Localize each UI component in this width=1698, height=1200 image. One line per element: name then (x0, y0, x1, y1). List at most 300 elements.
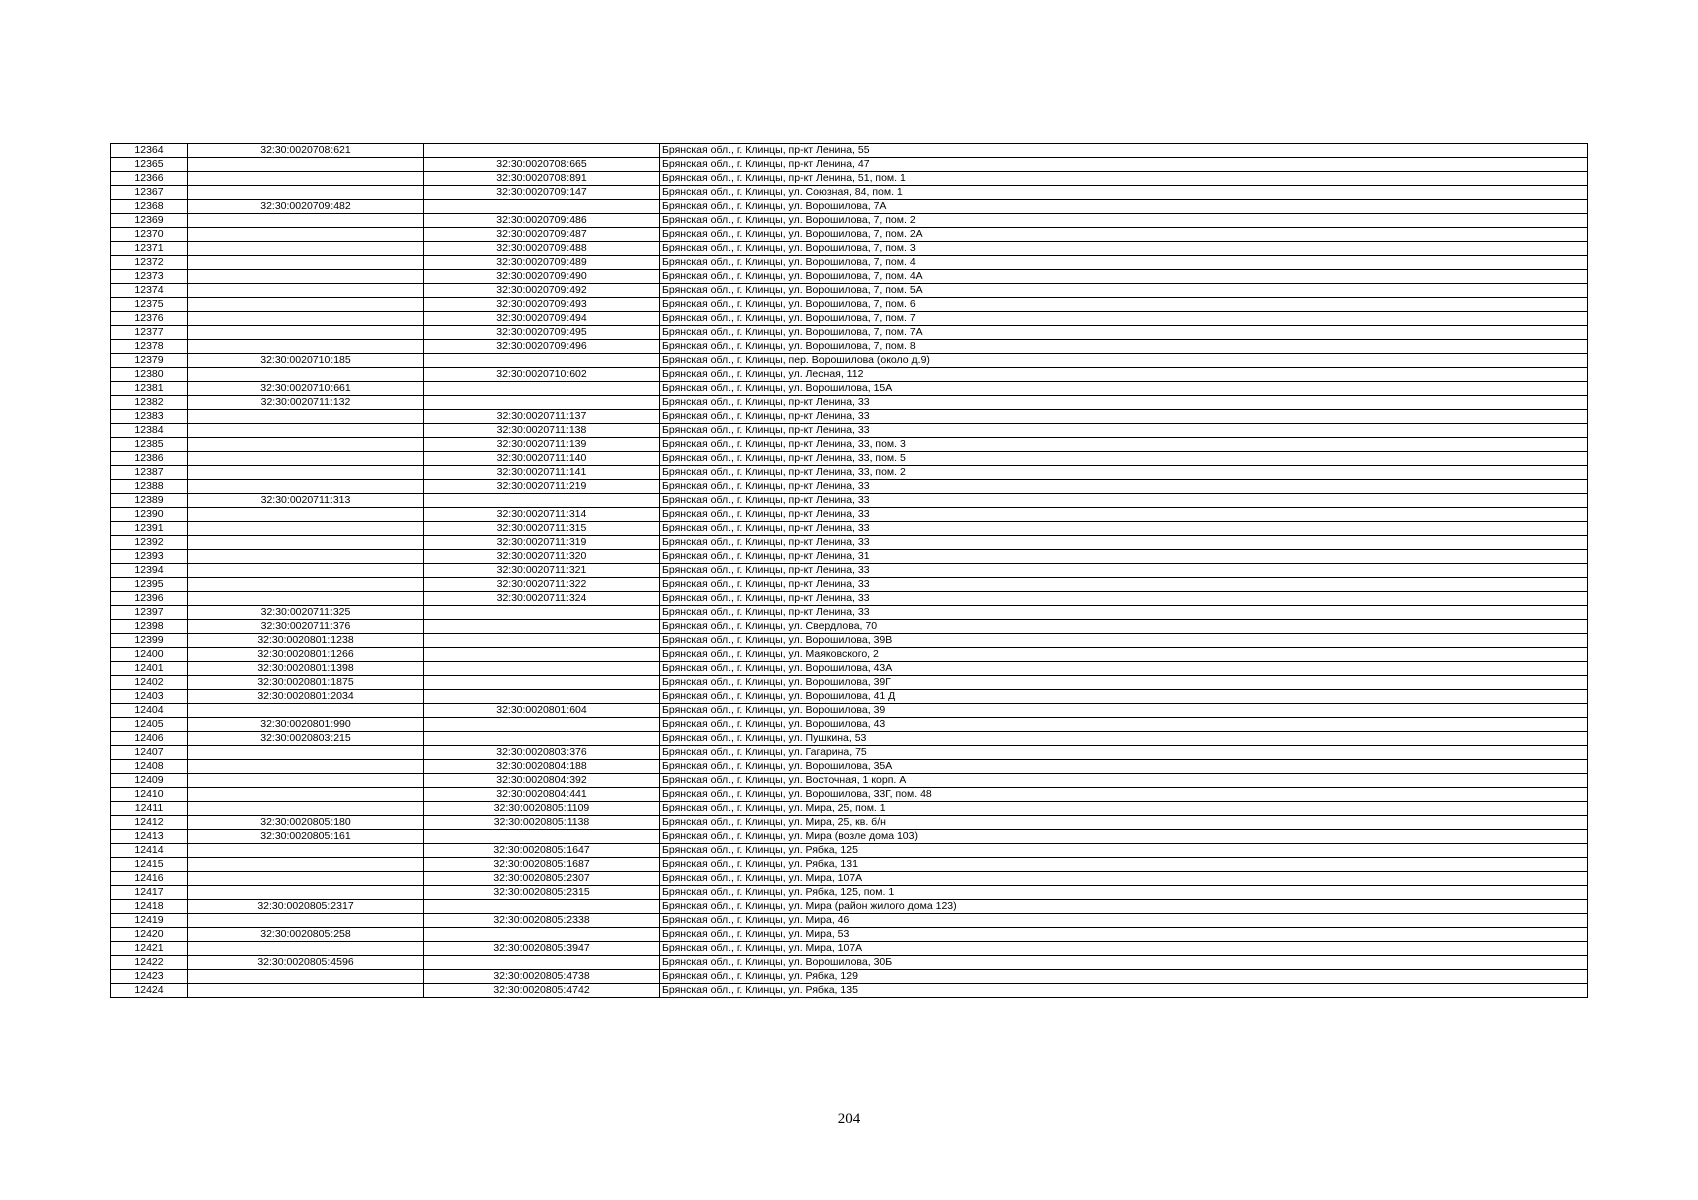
row-number-cell: 12384 (111, 424, 188, 438)
address-cell: Брянская обл., г. Клинцы, ул. Мира, 107А (660, 942, 1588, 956)
address-cell: Брянская обл., г. Клинцы, ул. Ворошилова, 43 (660, 718, 1588, 732)
object-cadastral-number-cell: 32:30:0020710:602 (424, 368, 660, 382)
land-cadastral-number-cell: 32:30:0020711:376 (188, 620, 424, 634)
object-cadastral-number-cell: 32:30:0020709:494 (424, 312, 660, 326)
table-row (111, 354, 1588, 368)
row-number-cell: 12398 (111, 620, 188, 634)
object-cadastral-number-cell: 32:30:0020801:604 (424, 704, 660, 718)
land-cadastral-number-cell (188, 172, 424, 186)
table-row (111, 186, 1588, 200)
row-number-cell: 12388 (111, 480, 188, 494)
land-cadastral-number-cell (188, 774, 424, 788)
registry-table (110, 143, 1588, 998)
address-cell: Брянская обл., г. Клинцы, пр-кт Ленина, 55 (660, 144, 1588, 158)
row-number-cell: 12391 (111, 522, 188, 536)
row-number-cell: 12420 (111, 928, 188, 942)
object-cadastral-number-cell: 32:30:0020805:1687 (424, 858, 660, 872)
land-cadastral-number-cell (188, 466, 424, 480)
row-number-cell: 12412 (111, 816, 188, 830)
row-number-cell: 12408 (111, 760, 188, 774)
land-cadastral-number-cell: 32:30:0020805:2317 (188, 900, 424, 914)
land-cadastral-number-cell (188, 214, 424, 228)
table-row (111, 228, 1588, 242)
object-cadastral-number-cell (424, 718, 660, 732)
row-number-cell: 12424 (111, 984, 188, 998)
address-cell: Брянская обл., г. Клинцы, пр-кт Ленина, 47 (660, 158, 1588, 172)
address-cell: Брянская обл., г. Клинцы, ул. Ворошилова, 43А (660, 662, 1588, 676)
address-cell: Брянская обл., г. Клинцы, ул. Мира, 25, кв. б/н (660, 816, 1588, 830)
table-row (111, 732, 1588, 746)
address-cell: Брянская обл., г. Клинцы, пр-кт Ленина, 33 (660, 410, 1588, 424)
land-cadastral-number-cell (188, 340, 424, 354)
land-cadastral-number-cell (188, 788, 424, 802)
address-cell: Брянская обл., г. Клинцы, пр-кт Ленина, 33 (660, 564, 1588, 578)
row-number-cell: 12372 (111, 256, 188, 270)
table-row (111, 830, 1588, 844)
address-cell: Брянская обл., г. Клинцы, пр-кт Ленина, 33, пом. 5 (660, 452, 1588, 466)
address-cell: Брянская обл., г. Клинцы, пр-кт Ленина, 33 (660, 494, 1588, 508)
page-number: 204 (837, 1111, 861, 1127)
row-number-cell: 12404 (111, 704, 188, 718)
table-row (111, 928, 1588, 942)
object-cadastral-number-cell: 32:30:0020711:140 (424, 452, 660, 466)
object-cadastral-number-cell (424, 494, 660, 508)
object-cadastral-number-cell (424, 900, 660, 914)
land-cadastral-number-cell (188, 480, 424, 494)
row-number-cell: 12383 (111, 410, 188, 424)
table-row (111, 270, 1588, 284)
row-number-cell: 12377 (111, 326, 188, 340)
table-row (111, 508, 1588, 522)
table-row (111, 634, 1588, 648)
land-cadastral-number-cell (188, 312, 424, 326)
object-cadastral-number-cell: 32:30:0020709:488 (424, 242, 660, 256)
table-row (111, 956, 1588, 970)
address-cell: Брянская обл., г. Клинцы, ул. Ворошилова, 7, пом. 2А (660, 228, 1588, 242)
table-row (111, 564, 1588, 578)
address-cell: Брянская обл., г. Клинцы, ул. Ворошилова, 7А (660, 200, 1588, 214)
table-row (111, 942, 1588, 956)
object-cadastral-number-cell: 32:30:0020709:495 (424, 326, 660, 340)
address-cell: Брянская обл., г. Клинцы, ул. Рябка, 125, пом. 1 (660, 886, 1588, 900)
row-number-cell: 12381 (111, 382, 188, 396)
object-cadastral-number-cell: 32:30:0020711:320 (424, 550, 660, 564)
address-cell: Брянская обл., г. Клинцы, ул. Ворошилова, 7, пом. 2 (660, 214, 1588, 228)
row-number-cell: 12410 (111, 788, 188, 802)
address-cell: Брянская обл., г. Клинцы, ул. Рябка, 131 (660, 858, 1588, 872)
row-number-cell: 12401 (111, 662, 188, 676)
address-cell: Брянская обл., г. Клинцы, ул. Мира, 107А (660, 872, 1588, 886)
address-cell: Брянская обл., г. Клинцы, пр-кт Ленина, 31 (660, 550, 1588, 564)
address-cell: Брянская обл., г. Клинцы, ул. Ворошилова, 7, пом. 7А (660, 326, 1588, 340)
row-number-cell: 12373 (111, 270, 188, 284)
row-number-cell: 12417 (111, 886, 188, 900)
address-cell: Брянская обл., г. Клинцы, ул. Ворошилова, 39Г (660, 676, 1588, 690)
row-number-cell: 12387 (111, 466, 188, 480)
row-number-cell: 12392 (111, 536, 188, 550)
table-row (111, 256, 1588, 270)
address-cell: Брянская обл., г. Клинцы, ул. Ворошилова, 33Г, пом. 48 (660, 788, 1588, 802)
table-row (111, 536, 1588, 550)
land-cadastral-number-cell: 32:30:0020803:215 (188, 732, 424, 746)
object-cadastral-number-cell (424, 200, 660, 214)
land-cadastral-number-cell (188, 424, 424, 438)
address-cell: Брянская обл., г. Клинцы, ул. Ворошилова, 41 Д (660, 690, 1588, 704)
object-cadastral-number-cell: 32:30:0020709:486 (424, 214, 660, 228)
land-cadastral-number-cell: 32:30:0020710:185 (188, 354, 424, 368)
object-cadastral-number-cell (424, 634, 660, 648)
table-row (111, 914, 1588, 928)
row-number-cell: 12366 (111, 172, 188, 186)
address-cell: Брянская обл., г. Клинцы, ул. Ворошилова, 7, пом. 4 (660, 256, 1588, 270)
address-cell: Брянская обл., г. Клинцы, пер. Ворошилова (около д.9) (660, 354, 1588, 368)
land-cadastral-number-cell: 32:30:0020801:1266 (188, 648, 424, 662)
row-number-cell: 12400 (111, 648, 188, 662)
land-cadastral-number-cell: 32:30:0020805:161 (188, 830, 424, 844)
row-number-cell: 12411 (111, 802, 188, 816)
land-cadastral-number-cell: 32:30:0020711:132 (188, 396, 424, 410)
address-cell: Брянская обл., г. Клинцы, ул. Рябка, 125 (660, 844, 1588, 858)
land-cadastral-number-cell: 32:30:0020708:621 (188, 144, 424, 158)
land-cadastral-number-cell (188, 872, 424, 886)
table-row (111, 704, 1588, 718)
object-cadastral-number-cell: 32:30:0020708:665 (424, 158, 660, 172)
land-cadastral-number-cell: 32:30:0020805:258 (188, 928, 424, 942)
land-cadastral-number-cell (188, 564, 424, 578)
land-cadastral-number-cell (188, 452, 424, 466)
object-cadastral-number-cell: 32:30:0020805:2307 (424, 872, 660, 886)
object-cadastral-number-cell (424, 648, 660, 662)
table-row (111, 900, 1588, 914)
address-cell: Брянская обл., г. Клинцы, ул. Ворошилова, 35А (660, 760, 1588, 774)
row-number-cell: 12364 (111, 144, 188, 158)
land-cadastral-number-cell: 32:30:0020710:661 (188, 382, 424, 396)
object-cadastral-number-cell: 32:30:0020711:137 (424, 410, 660, 424)
row-number-cell: 12413 (111, 830, 188, 844)
object-cadastral-number-cell: 32:30:0020709:487 (424, 228, 660, 242)
land-cadastral-number-cell: 32:30:0020711:313 (188, 494, 424, 508)
address-cell: Брянская обл., г. Клинцы, ул. Ворошилова, 7, пом. 7 (660, 312, 1588, 326)
row-number-cell: 12399 (111, 634, 188, 648)
row-number-cell: 12390 (111, 508, 188, 522)
address-cell: Брянская обл., г. Клинцы, ул. Ворошилова, 39 (660, 704, 1588, 718)
land-cadastral-number-cell (188, 914, 424, 928)
row-number-cell: 12369 (111, 214, 188, 228)
object-cadastral-number-cell: 32:30:0020708:891 (424, 172, 660, 186)
table-row (111, 648, 1588, 662)
address-cell: Брянская обл., г. Клинцы, ул. Маяковского, 2 (660, 648, 1588, 662)
table-row (111, 480, 1588, 494)
land-cadastral-number-cell (188, 270, 424, 284)
object-cadastral-number-cell: 32:30:0020709:490 (424, 270, 660, 284)
address-cell: Брянская обл., г. Клинцы, ул. Ворошилова, 7, пом. 5А (660, 284, 1588, 298)
table-row (111, 494, 1588, 508)
table-row (111, 172, 1588, 186)
table-row (111, 522, 1588, 536)
object-cadastral-number-cell: 32:30:0020711:322 (424, 578, 660, 592)
land-cadastral-number-cell (188, 242, 424, 256)
address-cell: Брянская обл., г. Клинцы, ул. Рябка, 129 (660, 970, 1588, 984)
land-cadastral-number-cell (188, 508, 424, 522)
table-row (111, 550, 1588, 564)
object-cadastral-number-cell: 32:30:0020709:492 (424, 284, 660, 298)
table-row (111, 788, 1588, 802)
table-row (111, 774, 1588, 788)
land-cadastral-number-cell (188, 886, 424, 900)
table-row (111, 340, 1588, 354)
land-cadastral-number-cell (188, 942, 424, 956)
row-number-cell: 12368 (111, 200, 188, 214)
row-number-cell: 12389 (111, 494, 188, 508)
object-cadastral-number-cell: 32:30:0020804:441 (424, 788, 660, 802)
object-cadastral-number-cell (424, 396, 660, 410)
table-row (111, 844, 1588, 858)
row-number-cell: 12416 (111, 872, 188, 886)
land-cadastral-number-cell (188, 284, 424, 298)
object-cadastral-number-cell: 32:30:0020711:138 (424, 424, 660, 438)
row-number-cell: 12378 (111, 340, 188, 354)
table-row (111, 718, 1588, 732)
registry-table-container (110, 143, 1588, 998)
table-row (111, 578, 1588, 592)
table-row (111, 802, 1588, 816)
object-cadastral-number-cell (424, 830, 660, 844)
land-cadastral-number-cell: 32:30:0020801:1398 (188, 662, 424, 676)
object-cadastral-number-cell: 32:30:0020805:4738 (424, 970, 660, 984)
address-cell: Брянская обл., г. Клинцы, ул. Ворошилова, 7, пом. 4А (660, 270, 1588, 284)
row-number-cell: 12374 (111, 284, 188, 298)
row-number-cell: 12407 (111, 746, 188, 760)
row-number-cell: 12393 (111, 550, 188, 564)
object-cadastral-number-cell (424, 676, 660, 690)
row-number-cell: 12380 (111, 368, 188, 382)
address-cell: Брянская обл., г. Клинцы, ул. Ворошилова, 30Б (660, 956, 1588, 970)
table-row (111, 606, 1588, 620)
row-number-cell: 12394 (111, 564, 188, 578)
address-cell: Брянская обл., г. Клинцы, ул. Ворошилова, 39В (660, 634, 1588, 648)
object-cadastral-number-cell: 32:30:0020805:4742 (424, 984, 660, 998)
object-cadastral-number-cell (424, 620, 660, 634)
object-cadastral-number-cell: 32:30:0020805:1138 (424, 816, 660, 830)
land-cadastral-number-cell: 32:30:0020805:180 (188, 816, 424, 830)
table-row (111, 970, 1588, 984)
address-cell: Брянская обл., г. Клинцы, ул. Мира, 53 (660, 928, 1588, 942)
land-cadastral-number-cell (188, 522, 424, 536)
object-cadastral-number-cell: 32:30:0020804:188 (424, 760, 660, 774)
object-cadastral-number-cell: 32:30:0020711:139 (424, 438, 660, 452)
row-number-cell: 12367 (111, 186, 188, 200)
object-cadastral-number-cell (424, 732, 660, 746)
land-cadastral-number-cell (188, 578, 424, 592)
object-cadastral-number-cell: 32:30:0020803:376 (424, 746, 660, 760)
land-cadastral-number-cell (188, 970, 424, 984)
table-row (111, 158, 1588, 172)
land-cadastral-number-cell (188, 298, 424, 312)
object-cadastral-number-cell: 32:30:0020804:392 (424, 774, 660, 788)
land-cadastral-number-cell (188, 704, 424, 718)
object-cadastral-number-cell (424, 662, 660, 676)
address-cell: Брянская обл., г. Клинцы, ул. Ворошилова, 15А (660, 382, 1588, 396)
address-cell: Брянская обл., г. Клинцы, пр-кт Ленина, 51, пом. 1 (660, 172, 1588, 186)
address-cell: Брянская обл., г. Клинцы, пр-кт Ленина, 33 (660, 508, 1588, 522)
land-cadastral-number-cell (188, 410, 424, 424)
land-cadastral-number-cell (188, 802, 424, 816)
object-cadastral-number-cell: 32:30:0020711:324 (424, 592, 660, 606)
object-cadastral-number-cell: 32:30:0020709:489 (424, 256, 660, 270)
land-cadastral-number-cell (188, 186, 424, 200)
table-row (111, 466, 1588, 480)
land-cadastral-number-cell: 32:30:0020801:990 (188, 718, 424, 732)
address-cell: Брянская обл., г. Клинцы, ул. Ворошилова, 7, пом. 8 (660, 340, 1588, 354)
table-row (111, 662, 1588, 676)
object-cadastral-number-cell: 32:30:0020709:496 (424, 340, 660, 354)
table-row (111, 284, 1588, 298)
row-number-cell: 12423 (111, 970, 188, 984)
address-cell: Брянская обл., г. Клинцы, ул. Мира, 25, пом. 1 (660, 802, 1588, 816)
table-row (111, 620, 1588, 634)
row-number-cell: 12419 (111, 914, 188, 928)
land-cadastral-number-cell (188, 536, 424, 550)
object-cadastral-number-cell: 32:30:0020805:2315 (424, 886, 660, 900)
land-cadastral-number-cell: 32:30:0020801:2034 (188, 690, 424, 704)
table-row (111, 326, 1588, 340)
row-number-cell: 12402 (111, 676, 188, 690)
row-number-cell: 12397 (111, 606, 188, 620)
object-cadastral-number-cell (424, 928, 660, 942)
table-row (111, 872, 1588, 886)
row-number-cell: 12375 (111, 298, 188, 312)
table-row (111, 298, 1588, 312)
land-cadastral-number-cell: 32:30:0020805:4596 (188, 956, 424, 970)
land-cadastral-number-cell: 32:30:0020801:1875 (188, 676, 424, 690)
address-cell: Брянская обл., г. Клинцы, ул. Свердлова, 70 (660, 620, 1588, 634)
address-cell: Брянская обл., г. Клинцы, ул. Мира, 46 (660, 914, 1588, 928)
land-cadastral-number-cell: 32:30:0020801:1238 (188, 634, 424, 648)
table-row (111, 452, 1588, 466)
land-cadastral-number-cell (188, 592, 424, 606)
row-number-cell: 12418 (111, 900, 188, 914)
row-number-cell: 12376 (111, 312, 188, 326)
table-row (111, 200, 1588, 214)
table-row (111, 242, 1588, 256)
table-row (111, 690, 1588, 704)
row-number-cell: 12405 (111, 718, 188, 732)
row-number-cell: 12396 (111, 592, 188, 606)
address-cell: Брянская обл., г. Клинцы, пр-кт Ленина, 33, пом. 2 (660, 466, 1588, 480)
land-cadastral-number-cell (188, 844, 424, 858)
land-cadastral-number-cell (188, 368, 424, 382)
address-cell: Брянская обл., г. Клинцы, ул. Ворошилова, 7, пом. 3 (660, 242, 1588, 256)
object-cadastral-number-cell (424, 606, 660, 620)
object-cadastral-number-cell: 32:30:0020711:315 (424, 522, 660, 536)
object-cadastral-number-cell: 32:30:0020805:1647 (424, 844, 660, 858)
table-row (111, 984, 1588, 998)
row-number-cell: 12385 (111, 438, 188, 452)
object-cadastral-number-cell: 32:30:0020709:147 (424, 186, 660, 200)
address-cell: Брянская обл., г. Клинцы, пр-кт Ленина, 33 (660, 522, 1588, 536)
row-number-cell: 12371 (111, 242, 188, 256)
row-number-cell: 12414 (111, 844, 188, 858)
table-row (111, 214, 1588, 228)
address-cell: Брянская обл., г. Клинцы, ул. Гагарина, 75 (660, 746, 1588, 760)
row-number-cell: 12370 (111, 228, 188, 242)
row-number-cell: 12379 (111, 354, 188, 368)
address-cell: Брянская обл., г. Клинцы, ул. Пушкина, 53 (660, 732, 1588, 746)
object-cadastral-number-cell (424, 354, 660, 368)
address-cell: Брянская обл., г. Клинцы, пр-кт Ленина, 33 (660, 606, 1588, 620)
address-cell: Брянская обл., г. Клинцы, ул. Восточная, 1 корп. А (660, 774, 1588, 788)
table-row (111, 816, 1588, 830)
table-row (111, 368, 1588, 382)
table-row (111, 760, 1588, 774)
land-cadastral-number-cell: 32:30:0020711:325 (188, 606, 424, 620)
table-row (111, 410, 1588, 424)
row-number-cell: 12395 (111, 578, 188, 592)
object-cadastral-number-cell: 32:30:0020711:319 (424, 536, 660, 550)
row-number-cell: 12421 (111, 942, 188, 956)
address-cell: Брянская обл., г. Клинцы, ул. Союзная, 84, пом. 1 (660, 186, 1588, 200)
object-cadastral-number-cell (424, 690, 660, 704)
land-cadastral-number-cell (188, 746, 424, 760)
object-cadastral-number-cell: 32:30:0020805:3947 (424, 942, 660, 956)
table-row (111, 886, 1588, 900)
row-number-cell: 12415 (111, 858, 188, 872)
address-cell: Брянская обл., г. Клинцы, ул. Рябка, 135 (660, 984, 1588, 998)
land-cadastral-number-cell (188, 550, 424, 564)
table-row (111, 592, 1588, 606)
object-cadastral-number-cell: 32:30:0020711:314 (424, 508, 660, 522)
row-number-cell: 12382 (111, 396, 188, 410)
table-row (111, 144, 1588, 158)
row-number-cell: 12365 (111, 158, 188, 172)
address-cell: Брянская обл., г. Клинцы, пр-кт Ленина, 33 (660, 396, 1588, 410)
object-cadastral-number-cell (424, 144, 660, 158)
address-cell: Брянская обл., г. Клинцы, пр-кт Ленина, 33 (660, 592, 1588, 606)
land-cadastral-number-cell (188, 256, 424, 270)
table-row (111, 676, 1588, 690)
object-cadastral-number-cell: 32:30:0020711:141 (424, 466, 660, 480)
address-cell: Брянская обл., г. Клинцы, ул. Мира (возле дома 103) (660, 830, 1588, 844)
address-cell: Брянская обл., г. Клинцы, ул. Ворошилова, 7, пом. 6 (660, 298, 1588, 312)
address-cell: Брянская обл., г. Клинцы, пр-кт Ленина, 33 (660, 480, 1588, 494)
row-number-cell: 12403 (111, 690, 188, 704)
object-cadastral-number-cell: 32:30:0020711:321 (424, 564, 660, 578)
object-cadastral-number-cell: 32:30:0020709:493 (424, 298, 660, 312)
table-row (111, 858, 1588, 872)
table-row (111, 424, 1588, 438)
table-row (111, 396, 1588, 410)
land-cadastral-number-cell (188, 228, 424, 242)
table-row (111, 746, 1588, 760)
address-cell: Брянская обл., г. Клинцы, пр-кт Ленина, 33 (660, 578, 1588, 592)
land-cadastral-number-cell: 32:30:0020709:482 (188, 200, 424, 214)
row-number-cell: 12386 (111, 452, 188, 466)
land-cadastral-number-cell (188, 438, 424, 452)
address-cell: Брянская обл., г. Клинцы, ул. Мира (район жилого дома 123) (660, 900, 1588, 914)
object-cadastral-number-cell: 32:30:0020805:1109 (424, 802, 660, 816)
address-cell: Брянская обл., г. Клинцы, ул. Лесная, 112 (660, 368, 1588, 382)
row-number-cell: 12409 (111, 774, 188, 788)
land-cadastral-number-cell (188, 158, 424, 172)
registry-table-body (111, 144, 1588, 998)
address-cell: Брянская обл., г. Клинцы, пр-кт Ленина, 33 (660, 424, 1588, 438)
table-row (111, 438, 1588, 452)
table-row (111, 382, 1588, 396)
address-cell: Брянская обл., г. Клинцы, пр-кт Ленина, 33, пом. 3 (660, 438, 1588, 452)
row-number-cell: 12406 (111, 732, 188, 746)
land-cadastral-number-cell (188, 760, 424, 774)
land-cadastral-number-cell (188, 858, 424, 872)
